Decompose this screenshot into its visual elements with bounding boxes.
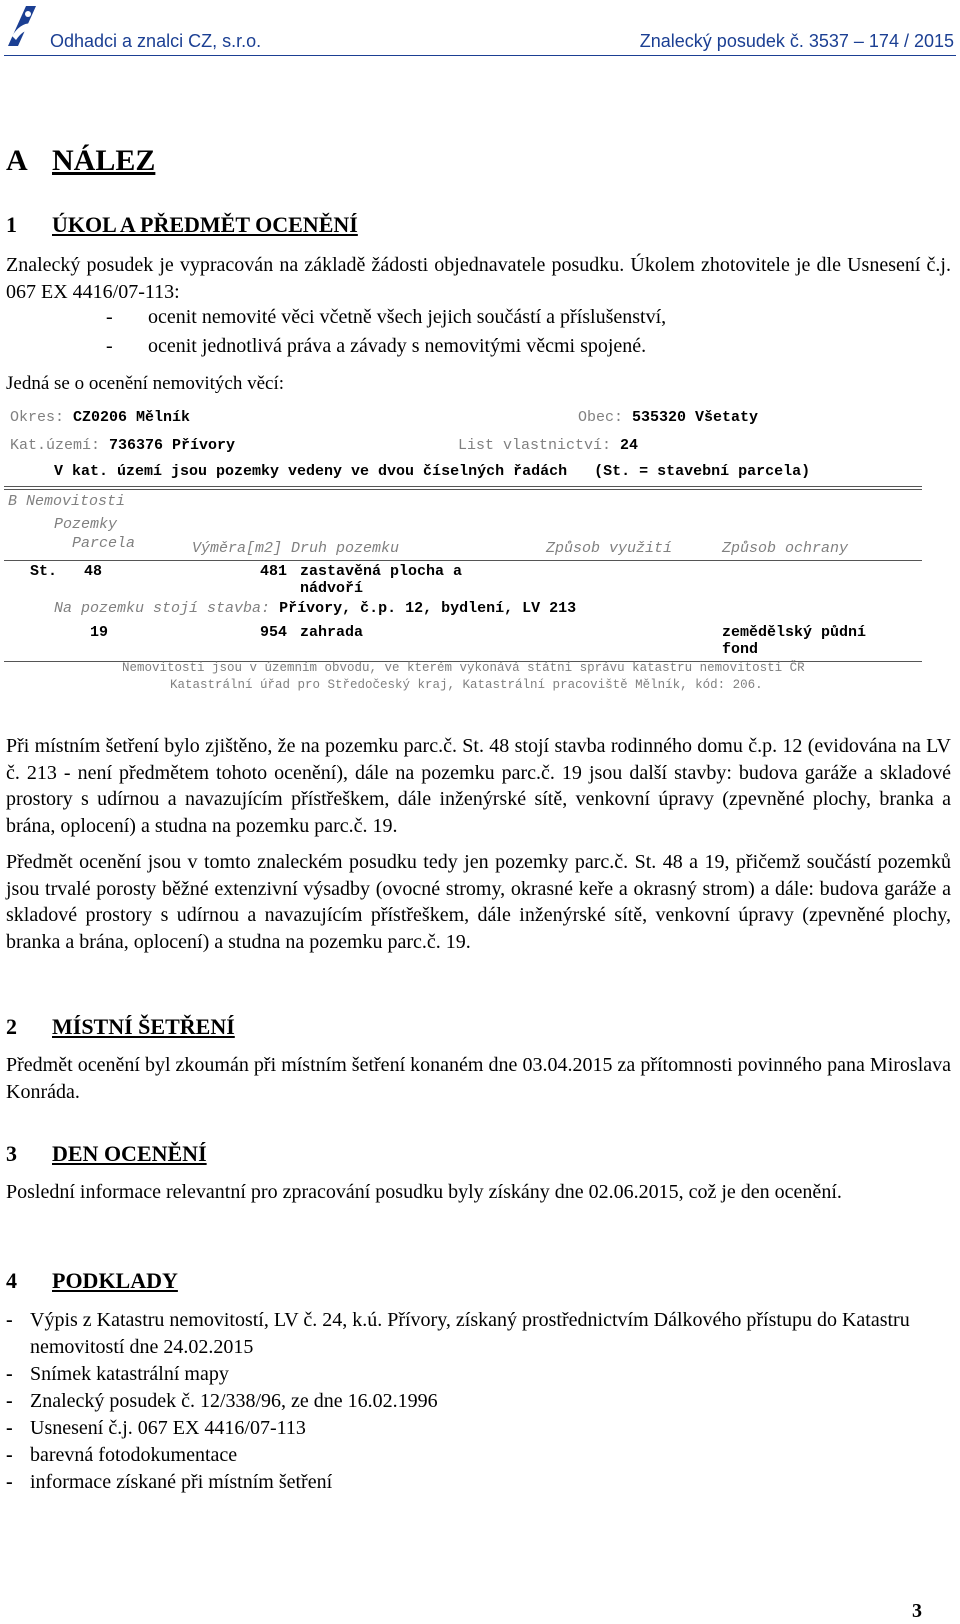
section-2-title: MÍSTNÍ ŠETŘENÍ — [52, 1014, 235, 1039]
cadastre-row2-protection: zemědělský půdní fond — [722, 624, 867, 658]
section-3-text: Poslední informace relevantní pro zpracování posudku byly získány dne 02.06.2015, což je den ocenění. — [6, 1181, 842, 1203]
section-a-heading — [6, 144, 155, 178]
list-item: - barevná fotodokumentace — [6, 1442, 951, 1469]
cadastre-row2-parcel: 19 — [90, 624, 109, 641]
cadastre-column-parcela: Parcela — [72, 535, 136, 552]
cadastre-divider — [4, 489, 922, 490]
section-2-text: Předmět ocenění byl zkoumán při místním šetření konaném dne 03.04.2015 za přítomnosti povinného pana Miroslava Konráda. — [6, 1054, 951, 1103]
cadastre-territory: Kat.území: 736376 Přívory — [10, 437, 236, 454]
list-item: - ocenit nemovité věci včetně všech jejich součástí a příslušenství, — [106, 306, 667, 328]
section-4-title: PODKLADY — [52, 1268, 178, 1293]
cadastre-building-on-parcel: Na pozemku stojí stavba: Přívory, č.p. 12, bydlení, LV 213 — [54, 600, 577, 617]
paragraph-findings: Při místním šetření bylo zjištěno, že na pozemku parc.č. St. 48 stojí stavba rodinného domu č.p. 12 (evidována na LV č. 213 - není předmětem tohoto ocenění), dále na pozemku parc.č. 19 jsou další stavby: budova garáže a skladové prostory s udírnou a navazujícím přístřeškem, dále inženýrské sítě, venkovní úpravy (zpevněné plochy, branka a brána, oplocení) a studna na pozemku parc.č. 19. — [6, 735, 951, 837]
section-4-number: 4 — [6, 1268, 17, 1293]
list-item: - ocenit jednotlivá práva a závady s nemovitými věcmi spojené. — [106, 335, 647, 357]
header-divider — [4, 55, 956, 56]
section-3-heading — [6, 1141, 207, 1167]
cadastre-row2-area: 954 — [260, 624, 288, 641]
section-1-lead: Jedná se o ocenění nemovitých věcí: — [6, 373, 285, 394]
list-item: - Usnesení č.j. 067 EX 4416/07-113 — [6, 1415, 951, 1442]
section-1-heading — [6, 212, 358, 238]
cadastre-row2-kind: zahrada — [300, 624, 364, 641]
cadastre-row1-kind: zastavěná plocha a nádvoří — [300, 563, 463, 597]
cadastre-municipality: Obec: 535320 Všetaty — [578, 409, 759, 426]
section-a-title: NÁLEZ — [52, 144, 156, 177]
cadastre-note: V kat. území jsou pozemky vedeny ve dvou číselných řadách (St. = stavební parcela) — [54, 463, 811, 480]
cadastre-ownership-sheet: List vlastnictví: 24 — [458, 437, 639, 454]
section-1-intro: Znalecký posudek je vypracován na základě žádosti objednavatele posudku. Úkolem zhotovitele je dle Usnesení č.j. 067 EX 4416/07-113: — [6, 254, 951, 303]
cadastre-divider — [4, 560, 922, 561]
cadastre-subsection-pozemky: Pozemky — [54, 516, 118, 533]
section-a-letter: A — [6, 144, 28, 177]
company-logo-icon — [2, 2, 40, 50]
cadastre-footer-line-1: Nemovitosti jsou v územním obvodu, ve kterém vykonává státní správu katastru nemovitostí ČR — [122, 661, 805, 675]
section-4-heading — [6, 1268, 178, 1294]
section-1-bullet-list — [106, 303, 666, 361]
section-4-source-list — [6, 1307, 951, 1496]
section-3-number: 3 — [6, 1141, 17, 1166]
cadastre-divider — [4, 486, 922, 487]
cadastre-district: Okres: CZ0206 Mělník — [10, 409, 191, 426]
section-2-number: 2 — [6, 1014, 17, 1039]
section-1-number: 1 — [6, 212, 17, 237]
cadastre-column-vymera: Výměra[m2] Druh pozemku — [192, 540, 400, 557]
cadastre-row1-parcel: St. 48 — [30, 563, 103, 580]
section-3-title: DEN OCENĚNÍ — [52, 1141, 207, 1166]
cadastre-section-b: B Nemovitosti — [8, 493, 126, 510]
header-document-reference: Znalecký posudek č. 3537 – 174 / 2015 — [639, 31, 954, 51]
paragraph-valuation-subject: Předmět ocenění jsou v tomto znaleckém posudku tedy jen pozemky parc.č. St. 48 a 19, přičemž součástí pozemků jsou trvalé porosty běžné extenzivní výsadby (ovocné stromy, okrasné keře a okrasný strom) a dále: budova garáže a skladové prostory s udírnou a navazujícím přístřeškem, dále inženýrské sítě, venkovní úpravy (zpevněné plochy, branka a brána, oplocení) a studna na pozemku parc.č. 19. — [6, 851, 951, 953]
cadastre-column-ochrana: Způsob ochrany — [722, 540, 849, 557]
cadastre-footer-line-2: Katastrální úřad pro Středočeský kraj, Katastrální pracoviště Mělník, kód: 206. — [170, 678, 763, 692]
cadastre-column-vyuziti: Způsob využití — [546, 540, 673, 557]
cadastre-row1-area: 481 — [260, 563, 288, 580]
list-item: - Snímek katastrální mapy — [6, 1361, 951, 1388]
section-1-title: ÚKOL A PŘEDMĚT OCENĚNÍ — [52, 212, 358, 237]
header-company-name: Odhadci a znalci CZ, s.r.o. — [50, 31, 262, 51]
page-number: 3 — [912, 1600, 922, 1622]
list-item: - informace získané při místním šetření — [6, 1469, 951, 1496]
section-2-heading — [6, 1014, 235, 1040]
list-item: - Znalecký posudek č. 12/338/96, ze dne 16.02.1996 — [6, 1388, 951, 1415]
list-item: - Výpis z Katastru nemovitostí, LV č. 24, k.ú. Přívory, získaný prostřednictvím Dálkového přístupu do Katastru nemovitostí dne 24.02.2015 — [6, 1307, 951, 1361]
